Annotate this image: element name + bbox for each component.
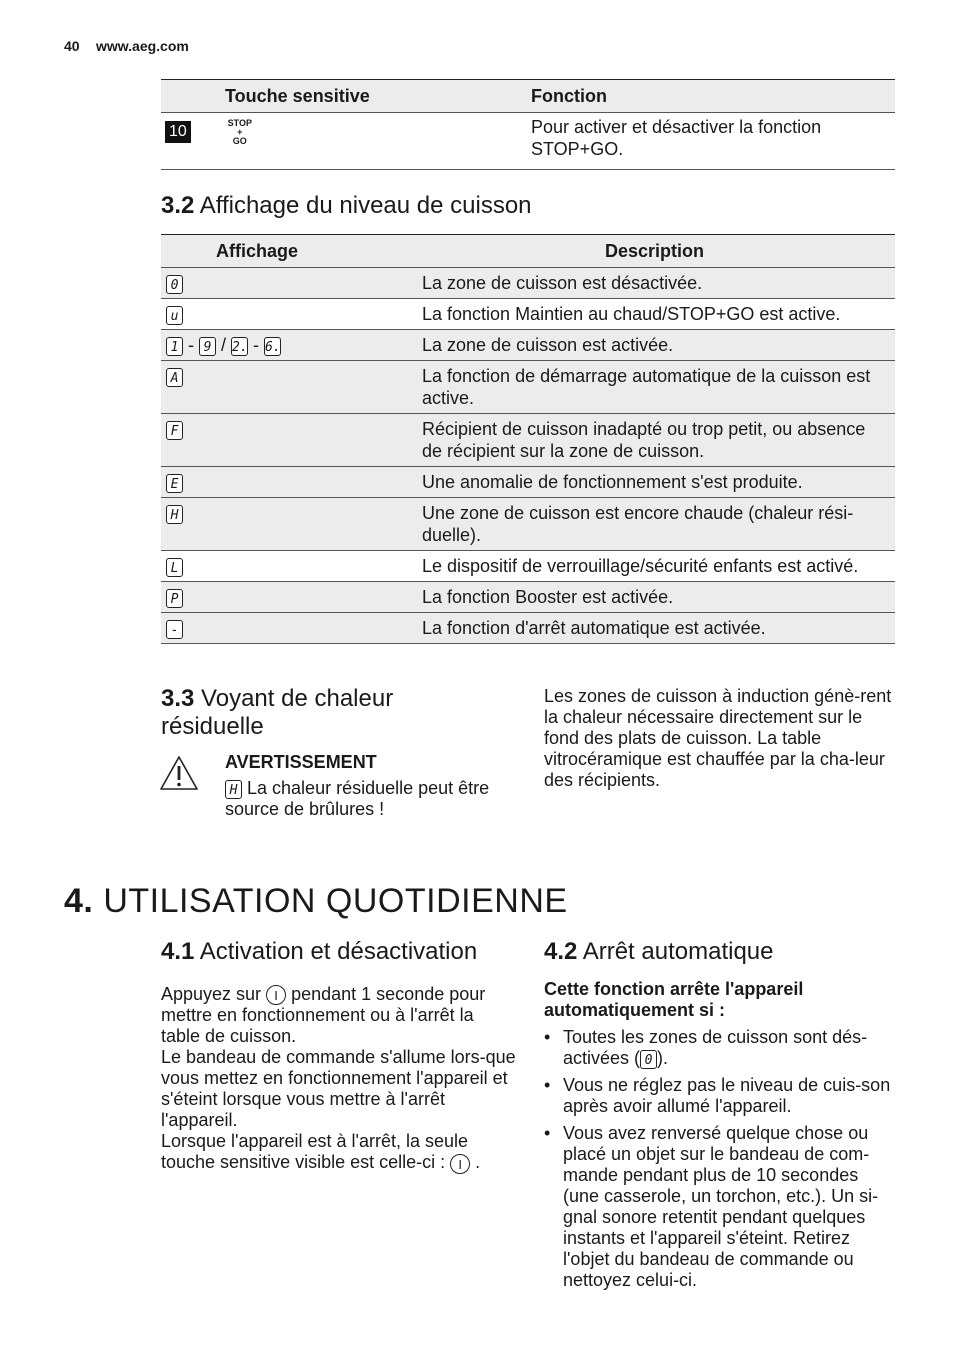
col-header-fonction: Fonction — [523, 80, 895, 113]
display-p-icon: P — [166, 589, 183, 608]
row-description: Récipient de cuisson inadapté ou trop petit, ou absence de récipient sur la zone de cuisson. — [414, 414, 895, 467]
warning-title: AVERTISSEMENT — [225, 752, 377, 772]
table-row: 1 - 9 / 2. - 6. La zone de cuisson est activée. — [161, 330, 895, 361]
list-item: • Toutes les zones de cuisson sont dés-activées ( 0 ). — [544, 1027, 896, 1069]
function-text: Pour activer et désactiver la fonction STOP+GO. — [523, 113, 895, 170]
warning-text: H La chaleur résiduelle peut être source de brûlures ! — [225, 778, 490, 819]
site-url: www.aeg.com — [96, 38, 189, 54]
table-row — [161, 551, 895, 582]
warning-icon — [159, 755, 199, 791]
table-row — [161, 467, 895, 498]
row-description: La fonction Maintien au chaud/STOP+GO est active. — [414, 299, 895, 330]
section-heading-3-3: 3.3 Voyant de chaleur résiduelle — [161, 685, 394, 740]
display-9-icon: 9 — [199, 337, 216, 356]
display-u-icon: u — [166, 306, 183, 325]
activation-text: Appuyez sur I pendant 1 seconde pour mettre en fonctionnement ou à l'arrêt la table de cuisson. Le bandeau de commande s'allume lors-que vous mettez en fonctionnement l'appareil et s'éteint lorsque vous mettre à l'arrêt l'appareil. Lorsque l'appareil est à l'arrêt, la seule touche sensitive visible est celle-ci : I . — [161, 984, 516, 1173]
table-row — [161, 582, 895, 613]
table-row — [161, 414, 895, 467]
display-f-icon: F — [166, 421, 183, 440]
touch-key-table — [161, 79, 895, 170]
display-e-icon: E — [166, 474, 183, 493]
display-0-icon: 0 — [166, 275, 183, 294]
display-0-icon: 0 — [640, 1050, 657, 1069]
row-description: La zone de cuisson est désactivée. — [414, 268, 895, 299]
display-a-icon: A — [166, 368, 183, 387]
display-2-icon: 2. — [231, 337, 248, 356]
row-description: Une zone de cuisson est encore chaude (chaleur rési-duelle). — [414, 498, 895, 551]
row-description: Une anomalie de fonctionnement s'est produite. — [414, 467, 895, 498]
section-heading-3-2: 3.2 Affichage du niveau de cuisson — [161, 192, 532, 219]
display-1-icon: 1 — [166, 337, 183, 356]
table-row — [161, 299, 895, 330]
col-header-touche: Touche sensitive — [161, 80, 523, 113]
display-dash-icon: - — [166, 620, 183, 639]
table-row — [161, 498, 895, 551]
table-row — [161, 613, 895, 644]
row-description: La fonction de démarrage automatique de la cuisson est active. — [414, 361, 895, 414]
display-6-icon: 6. — [264, 337, 281, 356]
auto-off-lead: Cette fonction arrête l'appareil automatiquement si : — [544, 979, 804, 1020]
induction-paragraph: Les zones de cuisson à induction génè-rent la chaleur nécessaire directement sur le fond des plats de cuisson. La table vitrocéramique est chauffée par la cha-leur des récipients. — [544, 686, 892, 790]
row-description: La fonction Booster est activée. — [414, 582, 895, 613]
row-description: Le dispositif de verrouillage/sécurité enfants est activé. — [414, 551, 895, 582]
section-heading-4-2: 4.2 Arrêt automatique — [544, 938, 774, 965]
table-row — [161, 268, 895, 299]
auto-off-list — [544, 1027, 896, 1297]
col-header-description: Description — [414, 235, 895, 268]
row-description: La fonction d'arrêt automatique est activée. — [414, 613, 895, 644]
chapter-title: 4. UTILISATION QUOTIDIENNE — [64, 882, 568, 920]
list-item: • Vous ne réglez pas le niveau de cuis-son après avoir allumé l'appareil. — [544, 1075, 896, 1117]
display-level-table — [161, 234, 895, 644]
table-row — [161, 361, 895, 414]
table-row — [161, 113, 895, 170]
power-icon: I — [450, 1154, 470, 1174]
section-heading-4-1: 4.1 Activation et désactivation — [161, 938, 478, 965]
col-header-affichage: Affichage — [161, 235, 414, 268]
display-h-icon: H — [225, 780, 242, 799]
stop-go-icon: STOP + GO — [227, 118, 252, 146]
power-icon: I — [266, 985, 286, 1005]
display-h-icon: H — [166, 505, 183, 524]
row-number-badge: 10 — [165, 121, 191, 143]
list-item: • Vous avez renversé quelque chose ou placé un objet sur le bandeau de com-mande pendant plus de 10 secondes (une casserole, un torchon, etc.). Un si-gnal sonore retentit pendant quelques instants et l'appareil s'éteint. Retirez l'objet du bandeau de commande ou nettoyez celui-ci. — [544, 1123, 896, 1291]
row-description: La zone de cuisson est activée. — [414, 330, 895, 361]
page-number: 40 — [64, 38, 80, 54]
display-l-icon: L — [166, 558, 183, 577]
